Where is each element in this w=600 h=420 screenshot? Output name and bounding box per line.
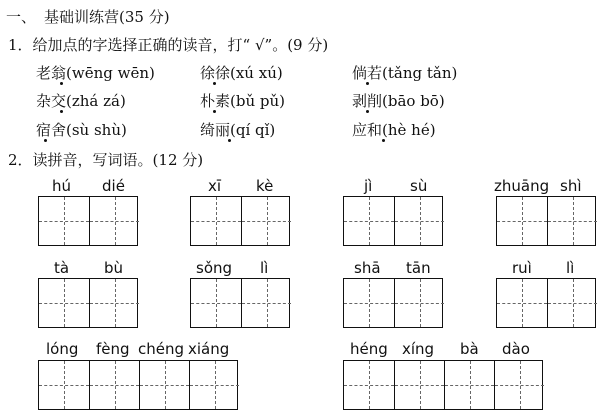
- pinyin-label: zhuāng: [494, 177, 550, 195]
- pinyin-label: fèng: [96, 340, 130, 358]
- q1-item: 老翁(wēng wēn): [36, 64, 155, 82]
- grid-cell[interactable]: [547, 279, 597, 327]
- grid-cell[interactable]: [497, 197, 547, 245]
- q1-item: 倘若(tǎng tǎn): [352, 64, 458, 82]
- grid-cell[interactable]: [191, 279, 241, 327]
- writing-grid[interactable]: [38, 196, 138, 246]
- grid-cell[interactable]: [394, 361, 444, 409]
- writing-grid[interactable]: [496, 196, 596, 246]
- pinyin-label: bù: [104, 259, 124, 277]
- pinyin-label: xíng: [402, 340, 435, 358]
- grid-cell[interactable]: [89, 279, 139, 327]
- emphasis-dot: [213, 82, 216, 85]
- writing-grid[interactable]: [343, 360, 543, 410]
- pinyin-label: tān: [406, 259, 431, 277]
- grid-cell[interactable]: [241, 197, 291, 245]
- writing-grid[interactable]: [38, 360, 238, 410]
- grid-cell[interactable]: [394, 197, 444, 245]
- grid-cell[interactable]: [139, 361, 189, 409]
- pinyin-label: sù: [410, 177, 428, 195]
- q1-item: 应和(hè hé): [352, 121, 436, 139]
- pinyin-label: kè: [256, 177, 274, 195]
- pinyin-label: tà: [54, 259, 70, 277]
- pinyin-label: shā: [354, 259, 381, 277]
- grid-cell[interactable]: [497, 279, 547, 327]
- section-number: 一、: [6, 8, 37, 26]
- pinyin-label: hú: [52, 177, 72, 195]
- q2-title: 2．读拼音，写词语。(12 分): [8, 151, 204, 169]
- section-title: 基础训练营(35 分): [44, 8, 170, 26]
- q1-item: 剥削(bāo bō): [352, 92, 445, 110]
- emphasis-dot: [382, 139, 385, 142]
- grid-cell[interactable]: [89, 197, 139, 245]
- grid-cell[interactable]: [494, 361, 544, 409]
- grid-cell[interactable]: [39, 197, 89, 245]
- pinyin-label: dào: [502, 340, 530, 358]
- grid-cell[interactable]: [191, 197, 241, 245]
- q1-item: 绮丽(qí qǐ): [200, 121, 276, 139]
- grid-cell[interactable]: [344, 279, 394, 327]
- grid-cell[interactable]: [444, 361, 494, 409]
- q1-title: 1．给加点的字选择正确的读音，打“ √”。(9 分): [8, 36, 329, 54]
- grid-cell[interactable]: [39, 361, 89, 409]
- emphasis-dot: [60, 82, 63, 85]
- pinyin-label: shì: [560, 177, 582, 195]
- emphasis-dot: [366, 110, 369, 113]
- grid-cell[interactable]: [547, 197, 597, 245]
- writing-grid[interactable]: [190, 278, 290, 328]
- pinyin-label: lì: [566, 259, 575, 277]
- q1-item: 宿舍(sù shù): [36, 121, 127, 139]
- grid-cell[interactable]: [189, 361, 239, 409]
- emphasis-dot: [60, 110, 63, 113]
- pinyin-label: lóng: [46, 340, 79, 358]
- pinyin-label: xiáng: [188, 340, 230, 358]
- grid-cell[interactable]: [39, 279, 89, 327]
- pinyin-label: ruì: [512, 259, 532, 277]
- pinyin-label: chéng: [138, 340, 185, 358]
- writing-grid[interactable]: [190, 196, 290, 246]
- grid-cell[interactable]: [344, 197, 394, 245]
- q1-item: 徐徐(xú xú): [200, 64, 283, 82]
- pinyin-label: dié: [102, 177, 125, 195]
- emphasis-dot: [366, 82, 369, 85]
- grid-cell[interactable]: [241, 279, 291, 327]
- pinyin-label: xī: [208, 177, 222, 195]
- emphasis-dot: [213, 110, 216, 113]
- emphasis-dot: [228, 139, 231, 142]
- pinyin-label: lì: [260, 259, 269, 277]
- writing-grid[interactable]: [38, 278, 138, 328]
- q1-item: 杂交(zhá zá): [36, 92, 126, 110]
- writing-grid[interactable]: [343, 196, 443, 246]
- grid-cell[interactable]: [394, 279, 444, 327]
- grid-cell[interactable]: [344, 361, 394, 409]
- grid-cell[interactable]: [89, 361, 139, 409]
- emphasis-dot: [44, 139, 47, 142]
- writing-grid[interactable]: [496, 278, 596, 328]
- writing-grid[interactable]: [343, 278, 443, 328]
- q1-item: 朴素(bǔ pǔ): [200, 92, 285, 110]
- pinyin-label: jì: [364, 177, 373, 195]
- pinyin-label: sǒng: [196, 259, 233, 277]
- pinyin-label: héng: [350, 340, 388, 358]
- pinyin-label: bà: [460, 340, 479, 358]
